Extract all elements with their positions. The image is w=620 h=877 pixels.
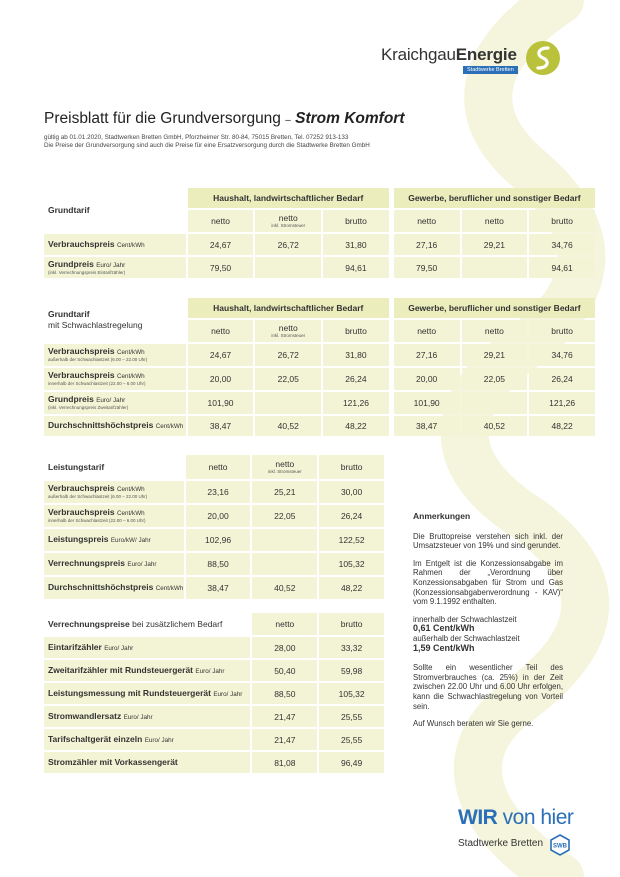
col-label: brutto (551, 325, 573, 336)
row-unit: Euro/ Jahr (144, 736, 174, 744)
row-unit: Euro/ Jahr (213, 690, 243, 698)
value-cell: 29,21 (462, 234, 528, 255)
value-cell: 79,50 (188, 257, 254, 278)
section-title: Leistungstarif (44, 455, 184, 479)
table-row (44, 368, 595, 390)
substitute-supply-note: Die Preise der Grundversorgung sind auch die Preise für eine Ersatzversorgung durch die Stadtwerke Bretten GmbH (44, 142, 370, 149)
value-cell: 59,98 (319, 660, 384, 681)
col-label: netto (275, 618, 295, 629)
row-label: Eintarifzähler (48, 641, 102, 652)
value-cell: 22,05 (252, 505, 317, 527)
value-cell: 24,67 (188, 234, 254, 255)
row-unit: Cent/kWh (117, 510, 145, 518)
section-title (44, 298, 186, 342)
group-header-business: Gewerbe, beruflicher und sonstiger Bedarf (394, 298, 595, 318)
section-title-main: Grundtarif (48, 309, 90, 319)
value-cell: 105,32 (319, 553, 384, 575)
row-unit: Euro/ Jahr (96, 397, 126, 405)
value-cell: 26,24 (319, 505, 384, 527)
value-cell: 26,72 (255, 344, 321, 366)
col-label: netto (417, 215, 437, 226)
row-unit: Cent/kWh (117, 373, 145, 381)
table-verrechnungspreise (42, 611, 386, 775)
table-row (44, 257, 595, 278)
slogan-von-hier: von hier (502, 806, 574, 829)
row-label: Grundpreis (48, 258, 94, 269)
value-cell: 30,00 (319, 481, 384, 503)
outer-period-value: 1,59 Cent/kWh (413, 642, 475, 653)
table-grundtarif-schwachlast (42, 296, 597, 438)
col-label: brutto (345, 325, 367, 336)
col-label: brutto (340, 461, 363, 472)
value-cell: 81,08 (252, 752, 317, 773)
row-sublabel: innerhalb der Schwachlastzeit (22.00 – 6.00 Uhr) (48, 518, 146, 524)
value-cell: 25,21 (252, 481, 317, 503)
group-header-business: Gewerbe, beruflicher und sonstiger Bedarf (394, 188, 595, 208)
row-label: Leistungspreis (48, 534, 109, 544)
row-label: Stromzähler mit Vorkassengerät (48, 757, 178, 767)
col-label: netto (211, 325, 230, 336)
col-sublabel: inkl. Stromsteuer (271, 333, 306, 338)
section-title-suffix: bei zusätzlichem Bedarf (132, 618, 223, 629)
swb-badge-icon (549, 834, 571, 856)
group-header-household: Haushalt, landwirtschaftlicher Bedarf (188, 298, 389, 318)
title-product: Strom Komfort (295, 110, 405, 127)
value-cell: 22,05 (462, 368, 528, 390)
row-unit: Cent/kWh (117, 241, 145, 249)
column-header (255, 210, 321, 232)
column-header (188, 320, 254, 342)
value-cell: 38,47 (188, 416, 254, 436)
col-label: netto (208, 461, 228, 472)
value-cell (462, 392, 528, 414)
value-cell: 121,26 (323, 392, 389, 414)
value-cell: 23,16 (186, 481, 251, 503)
row-label: Grundpreis (48, 394, 94, 405)
section-title (44, 613, 250, 635)
column-header (462, 320, 528, 342)
row-label: Verbrauchspreis (48, 370, 115, 381)
section-title: Grundtarif (44, 188, 186, 232)
value-cell: 34,76 (529, 344, 595, 366)
table-row (44, 505, 384, 527)
column-header (188, 210, 254, 232)
validity-line: gültig ab 01.01.2020, Stadtwerken Bretten GmbH, Pforzheimer Str. 80-84, 75015 Bretten, Tel. 07252 913-133 (44, 134, 349, 141)
column-header (462, 210, 528, 232)
value-cell: 33,32 (319, 637, 384, 658)
row-label: Leistungsmessung mit Rundsteuergerät (48, 687, 211, 698)
table-row (44, 729, 384, 750)
value-cell (255, 257, 321, 278)
column-header (252, 455, 317, 479)
col-label: netto (278, 213, 298, 223)
col-label: netto (211, 215, 230, 226)
col-label: brutto (340, 618, 363, 629)
value-cell: 102,96 (186, 529, 251, 551)
slogan-wir: WIR (458, 806, 498, 829)
row-label: Verbrauchspreis (48, 483, 115, 494)
row-sublabel: außerhalb der Schwachlastzeit (6.00 – 22.00 Uhr) (48, 494, 148, 500)
value-cell: 38,47 (186, 577, 251, 599)
row-unit: Euro/ Jahr (104, 644, 134, 652)
value-cell: 25,55 (319, 729, 384, 750)
row-unit: Euro/kW/ Jahr (110, 537, 151, 544)
value-cell: 24,67 (188, 344, 254, 366)
title-main: Preisblatt für die Grundversorgung (44, 110, 281, 127)
table-row (44, 683, 384, 704)
table-row (44, 234, 595, 255)
table-row (44, 481, 384, 503)
row-unit: Cent/kWh (155, 585, 184, 592)
value-cell: 96,49 (319, 752, 384, 773)
column-header (394, 320, 460, 342)
row-label: Stromwandlersatz (48, 710, 122, 721)
value-cell: 20,00 (188, 368, 254, 390)
value-cell: 21,47 (252, 729, 317, 750)
footer-slogan (458, 806, 573, 830)
notes-paragraph: Auf Wunsch beraten wir Sie gerne. (413, 719, 534, 729)
value-cell: 34,76 (529, 234, 595, 255)
value-cell: 26,24 (323, 368, 389, 390)
row-label: Verbrauchspreis (48, 507, 115, 518)
column-header (529, 210, 595, 232)
inner-period-label: innerhalb der Schwachlastzeit (413, 614, 517, 624)
column-header (394, 210, 460, 232)
value-cell: 22,05 (255, 368, 321, 390)
table-row (44, 752, 384, 773)
value-cell: 105,32 (319, 683, 384, 704)
value-cell: 101,90 (394, 392, 460, 414)
row-sublabel: (inkl. Verrechnungspreis Eintarifzähler) (48, 269, 126, 275)
table-row (44, 392, 595, 414)
value-cell: 94,61 (323, 257, 389, 278)
section-subtitle: mit Schwachlastregelung (48, 320, 143, 330)
row-unit: Euro/ Jahr (195, 667, 225, 675)
notes-panel (413, 512, 563, 737)
value-cell: 26,72 (255, 234, 321, 255)
outer-period-label: außerhalb der Schwachlastzeit (413, 633, 520, 643)
value-cell: 31,80 (323, 234, 389, 255)
value-cell: 29,21 (462, 344, 528, 366)
table-row (44, 416, 595, 436)
value-cell: 101,90 (188, 392, 254, 414)
table-row (44, 344, 595, 366)
value-cell: 48,22 (323, 416, 389, 436)
brand-name-bold: Energie (455, 45, 517, 64)
table-grundtarif (42, 186, 597, 280)
value-cell: 40,52 (255, 416, 321, 436)
value-cell: 20,00 (186, 505, 251, 527)
value-cell: 121,26 (529, 392, 595, 414)
value-cell: 48,22 (529, 416, 595, 436)
col-label: brutto (551, 215, 573, 226)
col-label: brutto (345, 215, 367, 226)
value-cell: 20,00 (394, 368, 460, 390)
column-header (323, 210, 389, 232)
row-label: Verbrauchspreis (48, 238, 115, 249)
table-row (44, 529, 384, 551)
value-cell: 40,52 (252, 577, 317, 599)
value-cell: 38,47 (394, 416, 460, 436)
value-cell: 27,16 (394, 234, 460, 255)
notes-paragraph: Im Entgelt ist die Konzessionsabgabe im Rahmen der „Verordnung über Konzessionsabgaben für Strom und Gas (Konzessionsabgabenverordnung - KAV)“ vom 9.1.1992 enthalten. (413, 558, 563, 607)
value-cell: 88,50 (252, 683, 317, 704)
column-header (255, 320, 321, 342)
column-header (252, 613, 317, 635)
value-cell: 122,52 (319, 529, 384, 551)
value-cell (255, 392, 321, 414)
section-title-main: Verrechnungspreise (48, 618, 130, 629)
row-unit: Cent/kWh (117, 349, 145, 357)
column-header (529, 320, 595, 342)
notes-paragraph: Sollte ein wesentlicher Teil des Stromverbrauches (ca. 25%) in der Zeit zwischen 22.00 Uhr und 6.00 Uhr erfolgen, kann die Schwachlastregelung von Vorteil sein. (413, 663, 563, 711)
value-cell: 79,50 (394, 257, 460, 278)
value-cell: 88,50 (186, 553, 251, 575)
value-cell: 26,24 (529, 368, 595, 390)
value-cell: 50,40 (252, 660, 317, 681)
value-cell: 27,16 (394, 344, 460, 366)
col-label: netto (275, 459, 295, 469)
row-label: Tarifschaltgerät einzeln (48, 733, 143, 744)
column-header (319, 455, 384, 479)
col-sublabel: inkl. Stromsteuer (271, 223, 306, 228)
row-label: Durchschnittshöchstpreis (48, 420, 154, 430)
table-row (44, 637, 384, 658)
swirl-logo-icon (524, 40, 562, 76)
row-unit: Euro/ Jahr (127, 561, 157, 568)
row-label: Verbrauchspreis (48, 346, 115, 357)
value-cell: 28,00 (252, 637, 317, 658)
row-sublabel: innerhalb der Schwachlastzeit (22.00 – 6.00 Uhr) (48, 381, 146, 387)
col-label: netto (484, 325, 504, 336)
value-cell (252, 529, 317, 551)
table-leistungstarif (42, 453, 386, 601)
column-header (186, 455, 251, 479)
row-sublabel: außerhalb der Schwachlastzeit (6.00 – 22.00 Uhr) (48, 357, 148, 363)
row-label: Verrechnungspreis (48, 558, 126, 568)
row-unit: Euro/ Jahr (96, 261, 126, 269)
group-header-household: Haushalt, landwirtschaftlicher Bedarf (188, 188, 389, 208)
footer-company: Stadtwerke Bretten (458, 838, 544, 849)
inner-period-value: 0,61 Cent/kWh (413, 623, 475, 634)
table-row (44, 553, 384, 575)
notes-title: Anmerkungen (413, 511, 471, 521)
value-cell: 25,55 (319, 706, 384, 727)
brand-name-light: Kraichgau (381, 45, 456, 64)
brand-logo-text (381, 45, 517, 65)
row-label: Durchschnittshöchstpreis (48, 582, 154, 592)
table-row (44, 706, 384, 727)
column-header (319, 613, 384, 635)
value-cell: 31,80 (323, 344, 389, 366)
value-cell: 94,61 (529, 257, 595, 278)
col-label: netto (484, 215, 504, 226)
row-unit: Cent/kWh (117, 486, 145, 494)
col-label: netto (417, 325, 437, 336)
value-cell: 48,22 (319, 577, 384, 599)
column-header (323, 320, 389, 342)
row-unit: Cent/kWh (155, 423, 184, 430)
brand-tagline: Stadtwerke Bretten (463, 66, 518, 74)
col-sublabel: inkl. Stromsteuer (267, 469, 302, 474)
notes-paragraph: Die Bruttopreise verstehen sich inkl. der Umsatzsteuer von 19% und sind gerundet. (413, 531, 563, 551)
value-cell: 21,47 (252, 706, 317, 727)
col-label: netto (278, 323, 298, 333)
table-row (44, 660, 384, 681)
row-label: Zweitarifzähler mit Rundsteuergerät (48, 664, 194, 675)
page-title (44, 110, 404, 128)
title-dash: – (285, 115, 291, 126)
row-unit: Euro/ Jahr (123, 713, 153, 721)
value-cell (252, 553, 317, 575)
value-cell: 40,52 (462, 416, 528, 436)
swb-badge-text: SWB (553, 843, 567, 850)
table-row (44, 577, 384, 599)
value-cell (462, 257, 528, 278)
row-sublabel: (inkl. Verrechnungspreis Zweitarifzähler) (48, 405, 129, 411)
